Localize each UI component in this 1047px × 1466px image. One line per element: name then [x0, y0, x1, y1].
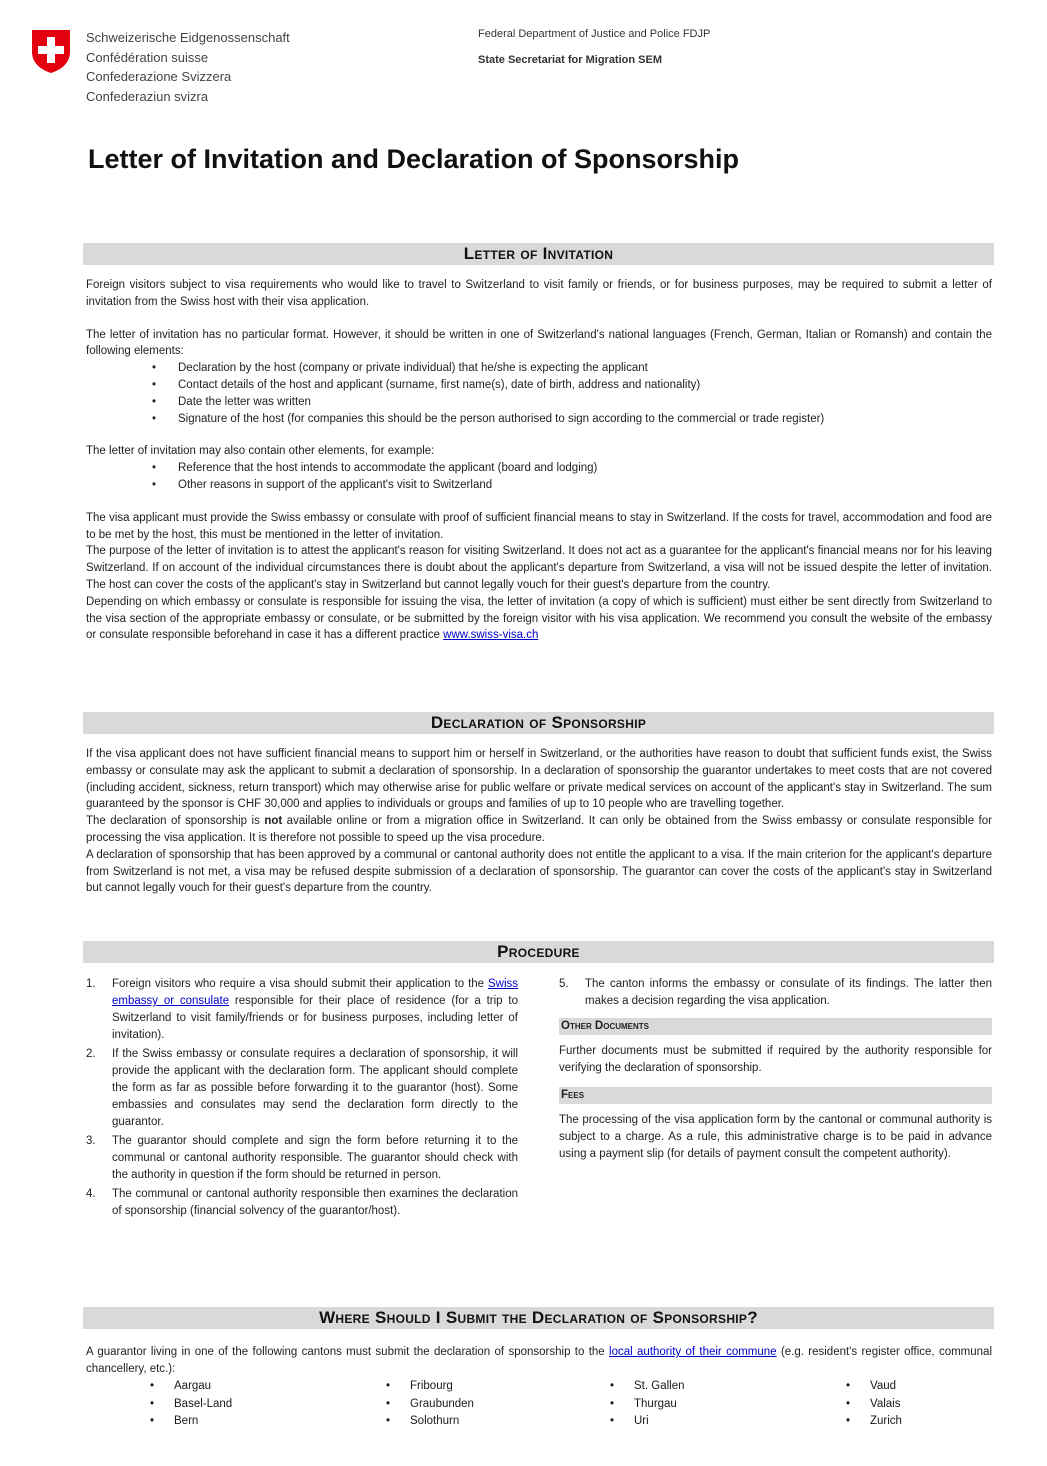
step-text: The canton informs the embassy or consulate of its findings. The latter then makes a decision regarding the visa application.	[585, 978, 992, 1007]
list-item: • Reference that the host intends to accommodate the applicant (board and lodging)	[86, 460, 992, 477]
confed-de: Schweizerische Eidgenossenschaft	[86, 30, 290, 45]
procedure-step	[86, 1133, 518, 1184]
section-heading-sponsorship: Declaration of Sponsorship	[83, 712, 994, 734]
step-number: 3.	[86, 1135, 96, 1147]
canton-item: • Valais	[842, 1396, 902, 1414]
step-text: If the Swiss embassy or consulate requires a declaration of sponsorship, it will provide the applicant with the declaration form. The applicant should complete the form as far as possible before forwarding it to the guarantor (host). Some embassies and consulates may send the declaration form directly to the guarantor.	[112, 1048, 518, 1128]
letter-p2: The letter of invitation has no particular format. However, it should be written in one of Switzerland's national languages (French, German, Italian or Romansh) and contain the following elements:	[86, 328, 992, 358]
other-documents-text: Further documents must be submitted if required by the authority responsible for verifying the declaration of sponsorship.	[559, 1045, 992, 1074]
step-number: 5.	[559, 978, 569, 990]
canton-item: • Bern	[146, 1413, 232, 1431]
where-text-a: A guarantor living in one of the following cantons must submit the declaration of sponsorship to the	[86, 1346, 605, 1358]
sponsorship-p2a: The declaration of sponsorship is	[86, 815, 260, 828]
fees-heading: Fees	[559, 1087, 992, 1104]
section-heading-where: Where Should I Submit the Declaration of Sponsorship?	[83, 1307, 994, 1329]
letter-other-list	[86, 460, 992, 494]
step-number: 1.	[86, 978, 96, 990]
step-number: 4.	[86, 1188, 96, 1200]
letter-p6	[86, 594, 992, 644]
cantons-list	[86, 1378, 992, 1428]
letter-elements-list	[86, 360, 992, 427]
where-text-b: (e.g. resident's register office, communal chancellery, etc.):	[86, 1346, 992, 1375]
letter-body	[86, 277, 992, 644]
swiss-visa-link[interactable]: www.swiss-visa.ch	[443, 629, 539, 642]
canton-item: • Solothurn	[382, 1413, 474, 1431]
local-authority-link[interactable]: local authority of their commune	[609, 1346, 777, 1358]
letter-p5: The purpose of the letter of invitation is to attest the applicant's reason for visiting Switzerland. It does not act as a guarantee for the applicant's financial means nor for his leaving Switzerland. If on account of the individual circumstances there is doubt about the applicant's departure from Switzerland, a visa will not be issued despite the letter of invitation. The host can cover the costs of the applicant's stay in Switzerland but cannot legally vouch for their guest's departure from the country.	[86, 545, 992, 591]
swiss-coat-of-arms-icon	[30, 28, 72, 74]
office-name: State Secretariat for Migration SEM	[478, 54, 662, 66]
step-text: The guarantor should complete and sign the form before returning it to the communal or cantonal authority responsible. The guarantor should check with the authority in question if the form should be returned in person.	[112, 1135, 518, 1181]
canton-item: • Vaud	[842, 1378, 902, 1396]
procedure-steps	[86, 976, 518, 1220]
canton-item: • Zurich	[842, 1413, 902, 1431]
sponsorship-p3: A declaration of sponsorship that has been approved by a communal or cantonal authority does not entitle the applicant to a visa. If the main criterion for the applicant's departure from Switzerland is not met, a visa may be refused despite submission of a declaration of sponsorship. The guarantor can cover the costs of the applicant's stay in Switzerland but cannot legally vouch for their guest's departure from the country.	[86, 848, 992, 895]
step-text-post: responsible for their place of residence (for a trip to Switzerland to visit family/friends or for business purposes, including letter of invitation).	[112, 995, 518, 1041]
procedure-left-column	[86, 976, 518, 1222]
letter-p6-text: Depending on which embassy or consulate is responsible for issuing the visa, the letter of invitation (a copy of which is sufficient) must either be sent directly from Switzerland to the visa section of the appropriate embassy or consulate, or be submitted by the foreign visitor with his visa application. We recommend you consult the website of the embassy or consulate responsible beforehand in case it has a different practice	[86, 595, 992, 642]
cantons-column-2	[382, 1378, 474, 1431]
letterhead	[0, 0, 1047, 120]
canton-item: • Uri	[606, 1413, 685, 1431]
section-heading-procedure: Procedure	[83, 941, 994, 963]
procedure-step	[86, 1046, 518, 1131]
confed-fr: Confédération suisse	[86, 49, 209, 65]
department-block	[478, 28, 710, 66]
department-name: Federal Department of Justice and Police FDJP	[478, 28, 711, 40]
step-text: The communal or cantonal authority responsible then examines the declaration of sponsorship (financial solvency of the guarantor/host).	[112, 1188, 518, 1217]
confed-it: Confederazione Svizzera	[86, 69, 232, 84]
letter-p3: The letter of invitation may also contain other elements, for example:	[86, 445, 435, 458]
cantons-column-4	[842, 1378, 902, 1431]
step-number: 2.	[86, 1048, 96, 1060]
document-title: Letter of Invitation and Declaration of Sponsorship	[88, 144, 740, 174]
fees-text: The processing of the visa application form by the cantonal or communal authority is subject to a charge. As a rule, this administrative charge is to be paid in advance using a payment slip (for details of payment consult the competent authority).	[559, 1114, 992, 1160]
cantons-column-1	[146, 1378, 232, 1431]
cantons-column-3	[606, 1378, 685, 1431]
other-documents-heading: Other Documents	[559, 1018, 992, 1035]
where-body	[86, 1344, 992, 1378]
section-heading-letter: Letter of Invitation	[83, 243, 994, 265]
list-item: • Date the letter was written	[86, 394, 992, 411]
procedure-steps-cont	[559, 976, 992, 1010]
sponsorship-body	[86, 746, 992, 897]
canton-item: • Aargau	[146, 1378, 232, 1396]
procedure-step	[86, 976, 518, 1044]
canton-item: • Graubunden	[382, 1396, 474, 1414]
list-item: • Signature of the host (for companies this should be the person authorised to sign according to the commercial or trade register)	[86, 411, 992, 428]
canton-item: • Fribourg	[382, 1378, 474, 1396]
letter-p1: Foreign visitors subject to visa requirements who would like to travel to Switzerland to visit family or friends, or for business purposes, may be required to submit a letter of invitation from the Swiss host with their visa application.	[86, 279, 992, 308]
letter-p4: The visa applicant must provide the Swiss embassy or consulate with proof of sufficient financial means to stay in Switzerland. If the costs for travel, accommodation and food are to be met by the host, this must be mentioned in the letter of invitation.	[86, 511, 992, 541]
list-item: • Other reasons in support of the applicant's visit to Switzerland	[86, 477, 992, 494]
sponsorship-p2-not: not	[264, 815, 283, 828]
sponsorship-p2	[86, 813, 992, 847]
procedure-right-column	[559, 976, 992, 1163]
step-text: Foreign visitors who require a visa should submit their application to the	[112, 978, 485, 990]
confederation-names	[86, 28, 290, 106]
list-item: • Contact details of the host and applicant (surname, first name(s), date of birth, address and nationality)	[86, 377, 992, 394]
swiss-embassy-link[interactable]: Swiss embassy or consulate	[112, 978, 518, 1007]
procedure-step	[86, 1186, 518, 1220]
confed-rm: Confederaziun svizra	[86, 88, 209, 104]
canton-item: • Basel-Land	[146, 1396, 232, 1414]
sponsorship-p1: If the visa applicant does not have sufficient financial means to support him or herself in Switzerland, or the authorities have reason to doubt that sufficient funds exist, the Swiss embassy or consulate may ask the applicant to submit a declaration of sponsorship. In a declaration of sponsorship the guarantor undertakes to meet costs that are not covered (including accident, sickness, return transport) which may otherwise arise for public welfare or private medical services on account of the applicant's stay in Switzerland. The sum guaranteed by the sponsor is CHF 30,000 and applies to individuals or groups and families of up to 10 people who are travelling together.	[86, 748, 992, 811]
canton-item: • St. Gallen	[606, 1378, 685, 1396]
list-item: • Declaration by the host (company or private individual) that he/she is expecting the applicant	[86, 360, 992, 377]
procedure-step	[559, 976, 992, 1010]
sponsorship-p2c: available online or from a migration office in Switzerland. It can only be obtained from the Swiss embassy or consulate responsible for processing the visa application. It is therefore not possible to speed up the visa procedure.	[86, 815, 992, 844]
canton-item: • Thurgau	[606, 1396, 685, 1414]
